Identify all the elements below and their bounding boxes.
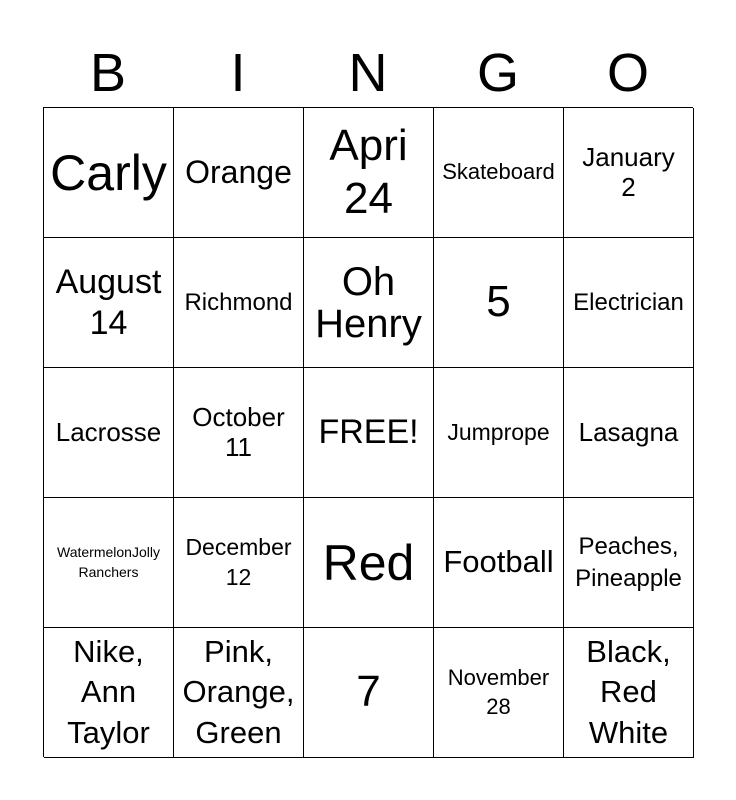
bingo-cell-i1[interactable]: Orange: [174, 108, 304, 238]
bingo-cell-b2[interactable]: August 14: [44, 238, 174, 368]
bingo-cell-n2[interactable]: Oh Henry: [304, 238, 434, 368]
bingo-cell-o1[interactable]: January 2: [564, 108, 694, 238]
bingo-cell-n3-free[interactable]: FREE!: [304, 368, 434, 498]
bingo-cell-o5[interactable]: Black, Red White: [564, 628, 694, 758]
bingo-board: [43, 107, 693, 757]
bingo-cell-b4[interactable]: WatermelonJolly Ranchers: [44, 498, 174, 628]
bingo-cell-g1[interactable]: Skateboard: [434, 108, 564, 238]
header-letter-g: G: [476, 43, 519, 103]
bingo-cell-b1[interactable]: Carly: [44, 108, 174, 238]
header-letter-o: O: [606, 43, 649, 103]
bingo-header: [43, 40, 693, 106]
bingo-cell-g5[interactable]: November 28: [434, 628, 564, 758]
bingo-cell-o2[interactable]: Electrician: [564, 238, 694, 368]
bingo-cell-n1[interactable]: Apri 24: [304, 108, 434, 238]
header-letter-n: N: [348, 43, 388, 103]
bingo-cell-o3[interactable]: Lasagna: [564, 368, 694, 498]
bingo-cell-n5[interactable]: 7: [304, 628, 434, 758]
header-letter-i: I: [230, 43, 246, 103]
bingo-cell-n4[interactable]: Red: [304, 498, 434, 628]
bingo-cell-g3[interactable]: Jumprope: [434, 368, 564, 498]
header-letter-b: B: [89, 43, 127, 103]
bingo-cell-g4[interactable]: Football: [434, 498, 564, 628]
bingo-cell-b3[interactable]: Lacrosse: [44, 368, 174, 498]
bingo-cell-i5[interactable]: Pink, Orange, Green: [174, 628, 304, 758]
bingo-cell-i2[interactable]: Richmond: [174, 238, 304, 368]
bingo-cell-i3[interactable]: October 11: [174, 368, 304, 498]
bingo-cell-b5[interactable]: Nike, Ann Taylor: [44, 628, 174, 758]
bingo-cell-o4[interactable]: Peaches, Pineapple: [564, 498, 694, 628]
bingo-cell-i4[interactable]: December 12: [174, 498, 304, 628]
bingo-cell-g2[interactable]: 5: [434, 238, 564, 368]
